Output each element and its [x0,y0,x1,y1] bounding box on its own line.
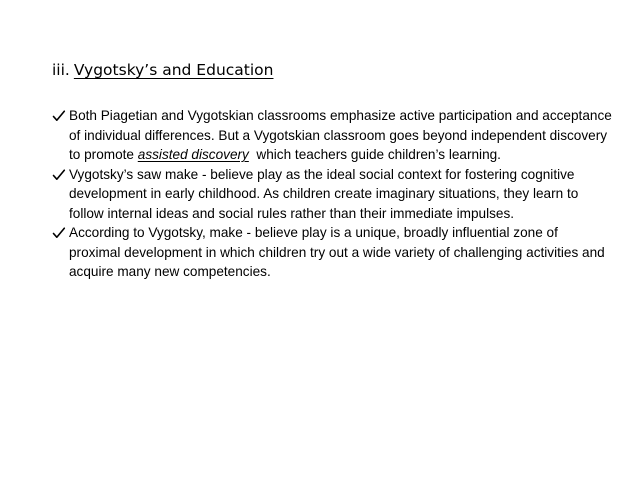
section-number: iii. [52,61,70,79]
section-heading [52,60,273,80]
bullet-list [52,106,612,282]
checkmark-icon [52,165,66,184]
bullet-text: Vygotsky’s saw make - believe play as the ideal social context for fostering cognitive development in early childhood. As children create imaginary situations, they learn to follow internal ideas and social rules rather than their immediate impulses. [69,166,579,221]
bullet-text: Both Piagetian and Vygotskian classrooms emphasize active participation and acceptance of individual differences. But a Vygotskian classroom goes beyond independent discovery to promote [69,108,612,162]
section-title: Vygotsky’s and Education [73,61,274,79]
bullet-text: According to Vygotsky, make - believe play is a unique, broadly influential zone of proximal development in which children try out a wide variety of challenging activities and acquire many new competencies. [69,225,605,279]
checkmark-icon [52,106,66,125]
checkmark-icon [52,223,66,242]
bullet-text: which teachers guide children’s learning. [248,147,501,162]
bullet-item [52,106,612,165]
bullet-item [52,223,612,282]
bullet-item [52,165,612,224]
emphasis-text: assisted discovery [137,147,249,162]
